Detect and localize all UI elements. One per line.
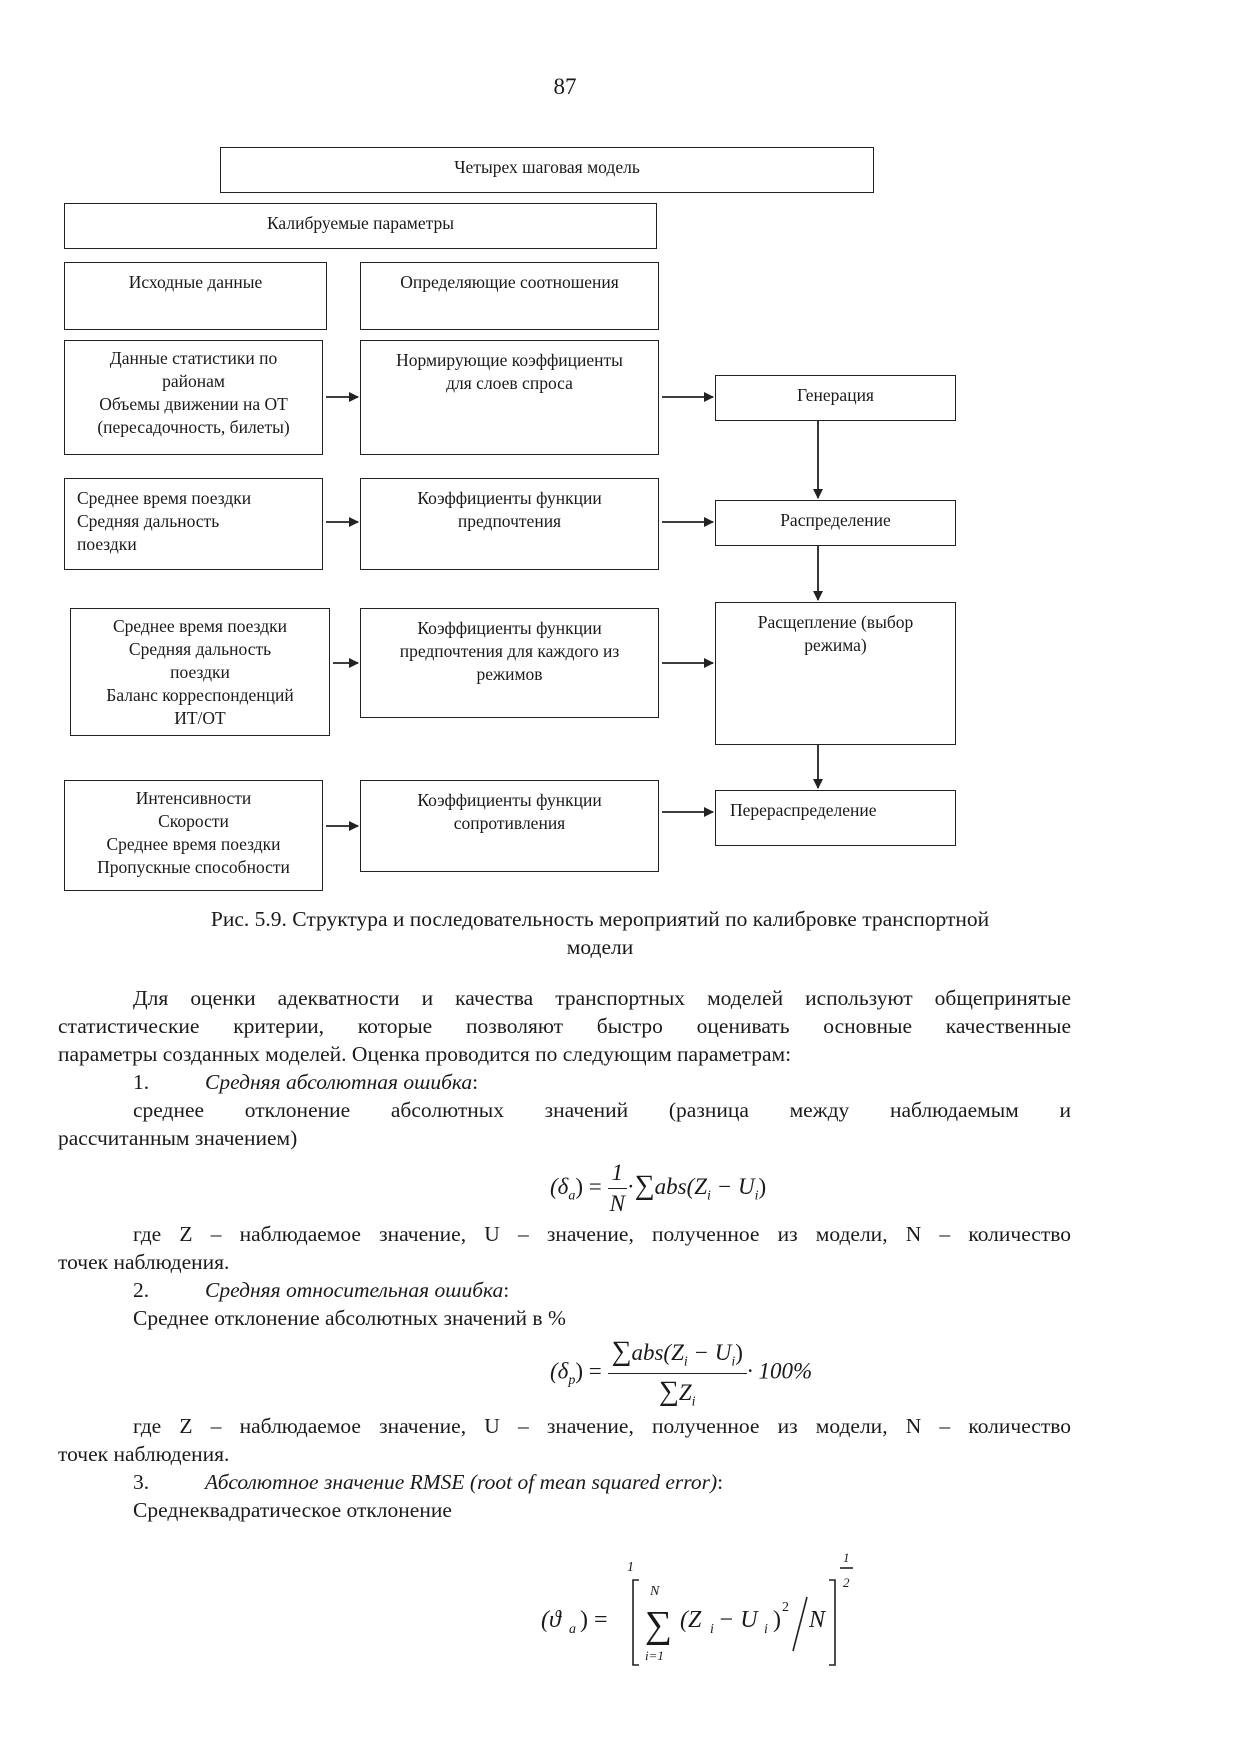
line: Пропускные способности: [97, 857, 290, 877]
line: Средняя дальность: [128, 639, 272, 659]
svg-text:a: a: [569, 1622, 576, 1637]
fraction: $\frac{\sum abs(Z_i - U_i)}{\sum Z_i}$: [608, 1336, 747, 1410]
line: ИТ/ОТ: [174, 708, 226, 728]
line: поездки: [77, 534, 137, 554]
formula-mean-relative-error: $(\delta_p)$ = $\frac{\sum abs(Z_i - U_i)}{\sum Z_i}$ · 100%: [550, 1336, 813, 1410]
row2-mid-box: [360, 478, 659, 570]
line: (пересадочность, билеты): [97, 417, 290, 437]
line: Среднее время поездки: [106, 834, 281, 854]
line: Коэффициенты функции: [417, 618, 602, 638]
line: Нормирующие коэффициенты: [396, 350, 623, 370]
text-line: точек наблюдения.: [58, 1442, 230, 1466]
sum-symbol: ∑: [634, 1169, 655, 1201]
item-title: Средняя относительная ошибка: [205, 1278, 504, 1302]
line: Среднее время поездки: [77, 488, 252, 508]
item-number: 3.: [133, 1470, 150, 1494]
text-line: Для оценки адекватности и качества транспортных моделей используют общепринятые: [133, 986, 1071, 1010]
row1-mid-box: [360, 340, 659, 455]
row4-left-box: [64, 780, 323, 891]
colon: :: [472, 1070, 479, 1094]
line: для слоев спроса: [446, 373, 573, 393]
item-title: Абсолютное значение RMSE (root of mean squared error): [205, 1470, 718, 1494]
line: Баланс корреспонденций: [106, 685, 294, 705]
svg-text:N: N: [650, 1584, 660, 1599]
generation-box: [715, 375, 956, 421]
text-line: статистические критерии, которые позволяют быстро оценивать основные качественные: [58, 1014, 1071, 1038]
distribution-box: [715, 500, 956, 546]
svg-text:1: 1: [843, 1550, 850, 1565]
svg-text:(ϑ: (ϑ: [541, 1607, 561, 1633]
item-number: 2.: [133, 1278, 150, 1302]
svg-text:1: 1: [627, 1560, 634, 1575]
item-1: [58, 1068, 1071, 1152]
caption-line: Рис. 5.9. Структура и последовательность мероприятий по калибровке транспортной: [210, 907, 990, 931]
text-line: где Z – наблюдаемое значение, U – значение, полученное из модели, N – количество: [133, 1222, 1071, 1246]
text-line: точек наблюдения.: [58, 1250, 230, 1274]
mode-split-box: [715, 602, 956, 745]
svg-text:N: N: [809, 1607, 826, 1633]
line: Расщепление (выбор: [757, 612, 914, 632]
page-number: 87: [553, 74, 577, 99]
relations-header-box: [360, 262, 659, 330]
text-line: рассчитанным значением): [58, 1126, 298, 1150]
four-step-model-box: [220, 147, 874, 193]
caption-line: модели: [566, 935, 634, 959]
item-3: [58, 1468, 1071, 1524]
svg-text:i: i: [764, 1622, 768, 1637]
box-label: Калибруемые параметры: [266, 213, 454, 233]
row2-left-box: [64, 478, 323, 570]
line: Скорости: [158, 811, 229, 831]
text-line: где Z – наблюдаемое значение, U – значение, полученное из модели, N – количество: [133, 1414, 1071, 1438]
line: сопротивления: [453, 813, 566, 833]
formula-mean-absolute-error: $(\delta_a)$ = $\frac{1}{N}$ $\cdot\sum abs(Z_i - U_i)$: [550, 1160, 767, 1216]
svg-text:2: 2: [843, 1575, 850, 1590]
box-label: Исходные данные: [128, 272, 263, 292]
colon: :: [717, 1470, 724, 1494]
text-line: Среднее отклонение абсолютных значений в %: [133, 1306, 566, 1330]
text-line: Среднеквадратическое отклонение: [133, 1498, 452, 1522]
row1-left-box: [64, 340, 323, 455]
box-label: Распределение: [780, 510, 891, 530]
where-1: [58, 1220, 1071, 1276]
line: Коэффициенты функции: [417, 488, 602, 508]
sum-symbol: ∑: [645, 1604, 673, 1646]
intro-paragraph: [58, 984, 1071, 1068]
sum-symbol: ∑: [658, 1375, 679, 1407]
svg-text:− U: − U: [718, 1607, 758, 1633]
text-line: параметры созданных моделей. Оценка проводится по следующим параметрам:: [58, 1042, 792, 1066]
calibrated-params-box: [64, 203, 657, 249]
item-number: 1.: [133, 1070, 150, 1094]
line: Средняя дальность: [77, 511, 220, 531]
sum-symbol: ∑: [611, 1336, 632, 1367]
line: Данные статистики по: [109, 348, 278, 368]
row4-mid-box: [360, 780, 659, 872]
row3-left-box: [70, 608, 330, 736]
fraction: $\frac{1}{N}$: [608, 1160, 628, 1217]
line: предпочтения для каждого из: [399, 641, 620, 661]
box-label: Перераспределение: [730, 800, 877, 820]
line: районам: [162, 371, 225, 391]
line: Объемы движении на ОТ: [99, 394, 288, 414]
line: Среднее время поездки: [112, 616, 288, 636]
figure-caption: [100, 905, 1100, 961]
box-label: Определяющие соотношения: [400, 272, 619, 292]
line: Интенсивности: [135, 788, 252, 808]
svg-text:2: 2: [782, 1600, 789, 1615]
svg-text:): ): [773, 1607, 781, 1633]
line: поездки: [170, 662, 230, 682]
svg-text:(Z: (Z: [680, 1607, 702, 1633]
line: предпочтения: [457, 511, 562, 531]
source-data-header-box: [64, 262, 327, 330]
line: режима): [804, 635, 867, 655]
box-label: Генерация: [797, 385, 874, 405]
svg-text:i: i: [710, 1622, 714, 1637]
where-2: [58, 1412, 1071, 1468]
box-label: Четырех шаговая модель: [454, 157, 640, 177]
svg-text:i=1: i=1: [645, 1648, 664, 1663]
svg-text:) =: ) =: [580, 1607, 608, 1633]
formula-rmse: [535, 1535, 875, 1685]
item-2: [58, 1276, 1071, 1332]
redistribution-box: [715, 790, 956, 846]
colon: :: [503, 1278, 510, 1302]
line: Коэффициенты функции: [417, 790, 602, 810]
item-title: Средняя абсолютная ошибка: [205, 1070, 473, 1094]
text-line: среднее отклонение абсолютных значений (разница между наблюдаемым и: [133, 1098, 1071, 1122]
line: режимов: [476, 664, 543, 684]
row3-mid-box: [360, 608, 659, 718]
